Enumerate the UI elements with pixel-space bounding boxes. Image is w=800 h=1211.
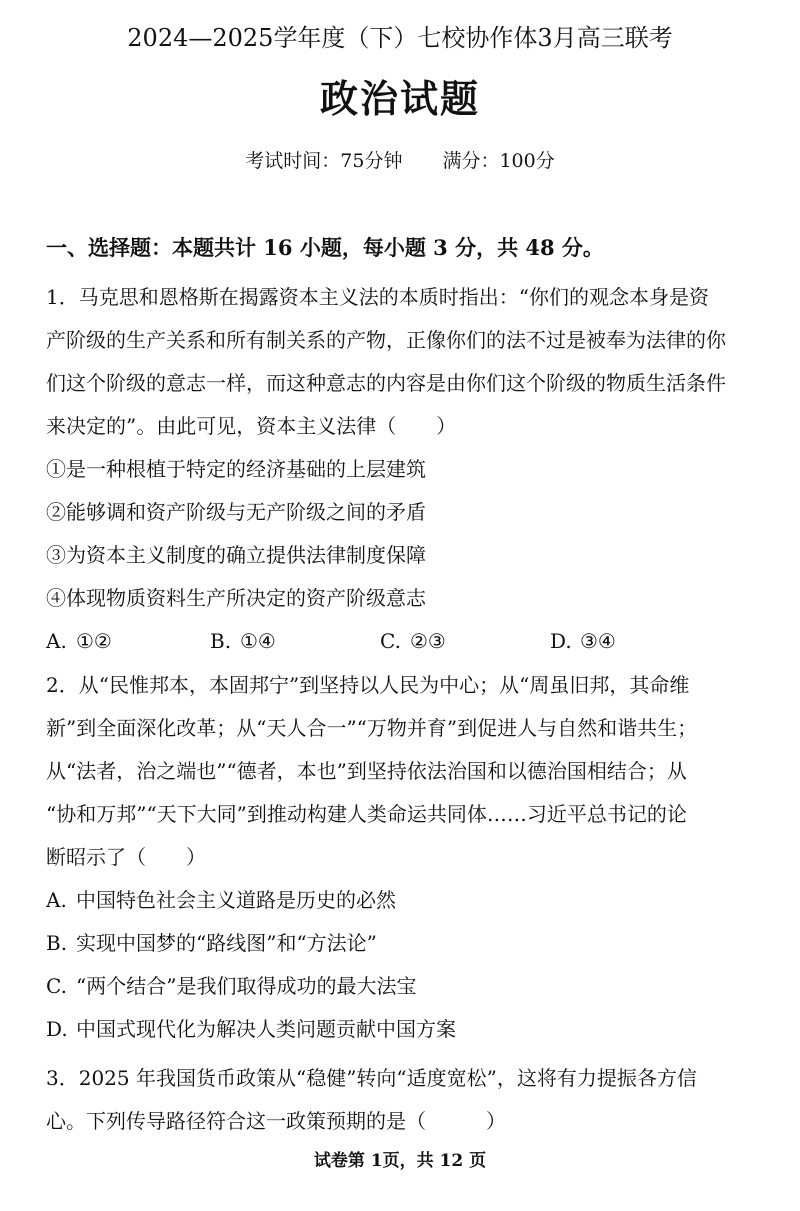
option-c[interactable]	[380, 620, 446, 663]
statement-2: ②能够调和资产阶级与无产阶级之间的矛盾	[46, 500, 426, 524]
question-1-line: 产阶级的生产关系和所有制关系的产物，正像你们的法不过是被奉为法律的你	[46, 328, 726, 352]
option-text: ③④	[580, 629, 616, 653]
exam-info	[0, 146, 800, 173]
option-b[interactable]	[210, 620, 276, 663]
question-1-line: 来决定的”。由此可见，资本主义法律（ ）	[46, 414, 457, 438]
question-2-line: 2．从“民惟邦本，本固邦宁”到坚持以人民为中心；从“周虽旧邦，其命维	[46, 673, 690, 697]
full-score: 满分：100分	[442, 150, 555, 172]
option-d[interactable]	[550, 620, 616, 663]
option-a[interactable]	[46, 879, 766, 922]
option-label: B.	[46, 931, 68, 955]
option-d[interactable]	[46, 1008, 766, 1051]
question-3	[46, 1057, 766, 1143]
option-c[interactable]	[46, 965, 766, 1008]
option-text: 中国特色社会主义道路是历史的必然	[76, 888, 396, 912]
statement-3: ③为资本主义制度的确立提供法律制度保障	[46, 543, 426, 567]
option-label: A.	[46, 629, 67, 653]
question-2-line: 新”到全面深化改革；从“天人合一”“万物并育”到促进人与自然和谐共生；	[46, 716, 698, 740]
option-label: C.	[380, 629, 401, 653]
question-1-line: 1．马克思和恩格斯在揭露资本主义法的本质时指出：“你们的观念本身是资	[46, 285, 709, 309]
exam-time: 考试时间：75分钟	[245, 150, 403, 172]
question-2-line: 从“法者，治之端也”“德者，本也”到坚持依法治国和以德治国相结合；从	[46, 759, 687, 783]
option-text: ②③	[410, 629, 446, 653]
option-label: D.	[550, 629, 572, 653]
question-1-line: 们这个阶级的意志一样，而这种意志的内容是由你们这个阶级的物质生活条件	[46, 371, 726, 395]
option-text: ①④	[240, 629, 276, 653]
option-text: “两个结合”是我们取得成功的最大法宝	[76, 974, 417, 998]
question-2-line: “协和万邦”“天下大同”到推动构建人类命运共同体……习近平总书记的论	[46, 802, 687, 826]
question-1	[46, 276, 766, 663]
subject-title: 政治试题	[319, 76, 480, 121]
statement-4: ④体现物质资料生产所决定的资产阶级意志	[46, 586, 426, 610]
option-a[interactable]	[46, 620, 112, 663]
option-text: 实现中国梦的“路线图”和“方法论”	[76, 931, 377, 955]
statement-1: ①是一种根植于特定的经济基础的上层建筑	[46, 457, 426, 481]
question-1-options	[46, 620, 766, 663]
option-label: C.	[46, 974, 67, 998]
exam-header-line: 2024—2025学年度（下）七校协作体3月高三联考	[127, 24, 673, 52]
page-footer: 试卷第 1页，共 12 页	[313, 1151, 487, 1171]
question-2	[46, 664, 766, 1051]
question-3-line: 3．2025 年我国货币政策从“稳健”转向“适度宽松”，这将有力提振各方信	[46, 1066, 697, 1090]
option-text: 中国式现代化为解决人类问题贡献中国方案	[76, 1017, 456, 1041]
section-heading: 一、选择题：本题共计 16 小题，每小题 3 分，共 48 分。	[46, 235, 604, 260]
option-label: D.	[46, 1017, 68, 1041]
option-label: B.	[210, 629, 232, 653]
option-b[interactable]	[46, 922, 766, 965]
question-2-line: 断昭示了（ ）	[46, 845, 206, 869]
option-label: A.	[46, 888, 67, 912]
question-3-line: 心。下列传导路径符合这一政策预期的是（ ）	[46, 1109, 506, 1133]
option-text: ①②	[76, 629, 112, 653]
